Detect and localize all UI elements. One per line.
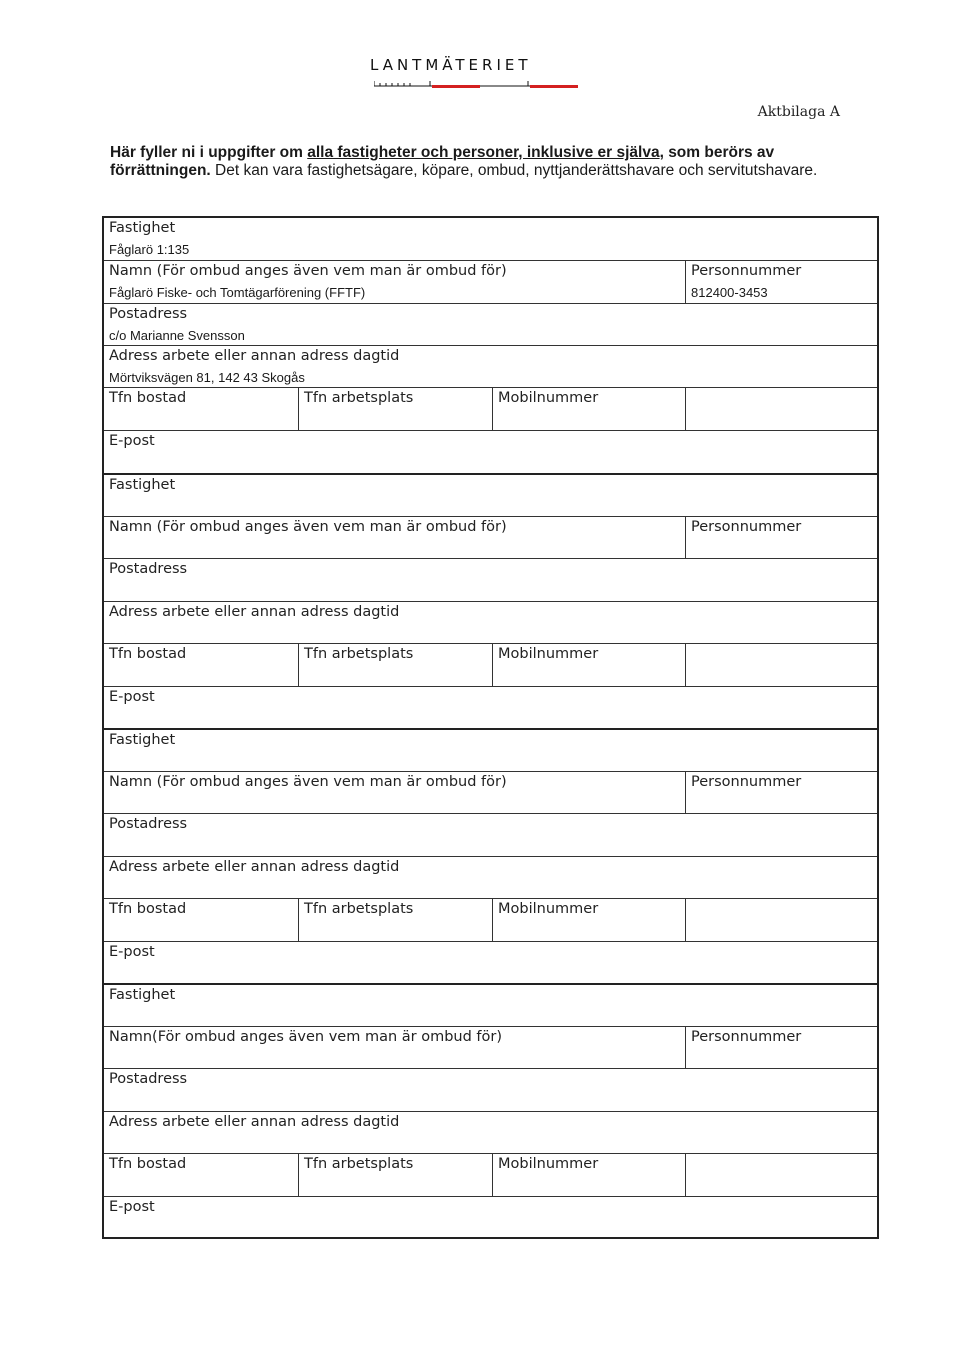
telefon-extra-field[interactable]: [685, 899, 877, 941]
adress-dagtid-row: [104, 601, 877, 643]
namn-field[interactable]: [104, 261, 685, 303]
fastighet-field[interactable]: [104, 475, 877, 516]
postadress-row: [104, 813, 877, 856]
tfn-arbetsplats-label: Tfn arbetsplats: [304, 390, 414, 406]
personnummer-label: Personnummer: [691, 1029, 802, 1045]
fastighet-label: Fastighet: [109, 220, 176, 236]
postadress-value: c/o Marianne Svensson: [109, 328, 245, 343]
logo-text: LANTMÄTERIET: [370, 56, 532, 74]
namn-row: [104, 260, 877, 303]
epost-label: E-post: [109, 944, 155, 960]
fastighet-value: Fåglarö 1:135: [109, 242, 190, 257]
personnummer-field[interactable]: [685, 1027, 877, 1068]
fastighet-row: [104, 473, 877, 516]
mobilnummer-label: Mobilnummer: [498, 646, 599, 662]
epost-field[interactable]: [104, 687, 877, 728]
logo-ruler-bar: [374, 80, 578, 88]
intro-bold-suffix: , som berörs av förrättningen.: [110, 144, 775, 179]
adress-dagtid-field[interactable]: [104, 602, 877, 643]
fastighet-field[interactable]: [104, 218, 877, 260]
tfn-arbetsplats-field[interactable]: [298, 644, 492, 686]
fastighet-field[interactable]: [104, 730, 877, 771]
mobilnummer-label: Mobilnummer: [498, 901, 599, 917]
adress-dagtid-value: Mörtviksvägen 81, 142 43 Skogås: [109, 370, 305, 385]
postadress-row: [104, 558, 877, 601]
postadress-label: Postadress: [109, 306, 188, 322]
adress-dagtid-field[interactable]: [104, 346, 877, 387]
postadress-field[interactable]: [104, 814, 877, 856]
personnummer-label: Personnummer: [691, 263, 802, 279]
epost-field[interactable]: [104, 1197, 877, 1237]
postadress-field[interactable]: [104, 559, 877, 601]
tfn-arbetsplats-field[interactable]: [298, 388, 492, 430]
tfn-arbetsplats-label: Tfn arbetsplats: [304, 1156, 414, 1172]
personnummer-label: Personnummer: [691, 774, 802, 790]
intro-normal-text: Det kan vara fastighetsägare, köpare, ombud, nyttjanderättshavare och servitutshavare.: [210, 162, 818, 179]
personnummer-field[interactable]: [685, 261, 877, 303]
adress-dagtid-field[interactable]: [104, 1112, 877, 1153]
intro-paragraph: [110, 144, 840, 180]
tfn-arbetsplats-field[interactable]: [298, 899, 492, 941]
tfn-bostad-field[interactable]: [104, 388, 298, 430]
tfn-arbetsplats-label: Tfn arbetsplats: [304, 901, 414, 917]
postadress-label: Postadress: [109, 561, 188, 577]
namn-label: Namn (För ombud anges även vem man är ombud för): [109, 774, 507, 790]
property-person-form: [102, 216, 879, 1239]
adress-dagtid-row: [104, 345, 877, 387]
personnummer-label: Personnummer: [691, 519, 802, 535]
epost-field[interactable]: [104, 942, 877, 983]
attachment-label: Aktbilaga A: [757, 104, 840, 120]
namn-label: Namn(För ombud anges även vem man är ombud för): [109, 1029, 503, 1045]
intro-bold-underlined: alla fastigheter och personer, inklusive er själva: [307, 144, 660, 161]
personnummer-value: 812400-3453: [691, 285, 768, 300]
tfn-bostad-field[interactable]: [104, 1154, 298, 1196]
fastighet-row: [104, 983, 877, 1026]
epost-label: E-post: [109, 433, 155, 449]
epost-row: [104, 941, 877, 983]
lantmateriet-logo: [370, 56, 580, 96]
mobilnummer-label: Mobilnummer: [498, 1156, 599, 1172]
epost-row: [104, 1196, 877, 1237]
namn-field[interactable]: [104, 517, 685, 558]
mobilnummer-label: Mobilnummer: [498, 390, 599, 406]
personnummer-field[interactable]: [685, 772, 877, 813]
fastighet-row[interactable]: [104, 218, 877, 260]
epost-row: [104, 430, 877, 473]
namn-label: Namn (För ombud anges även vem man är ombud för): [109, 263, 507, 279]
namn-field[interactable]: [104, 1027, 685, 1068]
fastighet-row: [104, 728, 877, 771]
telefon-extra-field[interactable]: [685, 388, 877, 430]
namn-value: Fåglarö Fiske- och Tomtägarförening (FFTF): [109, 285, 366, 300]
mobilnummer-field[interactable]: [492, 899, 685, 941]
namn-row: [104, 516, 877, 558]
telefon-extra-field[interactable]: [685, 644, 877, 686]
mobilnummer-field[interactable]: [492, 644, 685, 686]
postadress-label: Postadress: [109, 816, 188, 832]
postadress-row: [104, 303, 877, 345]
adress-dagtid-row: [104, 856, 877, 898]
adress-dagtid-label: Adress arbete eller annan adress dagtid: [109, 348, 400, 364]
tfn-bostad-label: Tfn bostad: [109, 646, 187, 662]
adress-dagtid-label: Adress arbete eller annan adress dagtid: [109, 1114, 400, 1130]
namn-row: [104, 771, 877, 813]
postadress-label: Postadress: [109, 1071, 188, 1087]
tfn-arbetsplats-field[interactable]: [298, 1154, 492, 1196]
fastighet-label: Fastighet: [109, 987, 176, 1003]
telefon-row: [104, 643, 877, 686]
tfn-arbetsplats-label: Tfn arbetsplats: [304, 646, 414, 662]
namn-label: Namn (För ombud anges även vem man är ombud för): [109, 519, 507, 535]
telefon-row: [104, 898, 877, 941]
intro-bold-prefix: Här fyller ni i uppgifter om: [110, 144, 308, 161]
postadress-field[interactable]: [104, 1069, 877, 1111]
epost-field[interactable]: [104, 431, 877, 473]
tfn-bostad-field[interactable]: [104, 644, 298, 686]
mobilnummer-field[interactable]: [492, 1154, 685, 1196]
tfn-bostad-label: Tfn bostad: [109, 1156, 187, 1172]
namn-row: [104, 1026, 877, 1068]
namn-field[interactable]: [104, 772, 685, 813]
telefon-row: [104, 1153, 877, 1196]
epost-label: E-post: [109, 1199, 155, 1215]
tfn-bostad-label: Tfn bostad: [109, 901, 187, 917]
fastighet-label: Fastighet: [109, 732, 176, 748]
epost-row: [104, 686, 877, 728]
telefon-extra-field[interactable]: [685, 1154, 877, 1196]
tfn-bostad-field[interactable]: [104, 899, 298, 941]
postadress-row: [104, 1068, 877, 1111]
epost-label: E-post: [109, 689, 155, 705]
fastighet-label: Fastighet: [109, 477, 176, 493]
telefon-row: [104, 387, 877, 430]
adress-dagtid-label: Adress arbete eller annan adress dagtid: [109, 604, 400, 620]
tfn-bostad-label: Tfn bostad: [109, 390, 187, 406]
adress-dagtid-field[interactable]: [104, 857, 877, 898]
postadress-field[interactable]: [104, 304, 877, 345]
adress-dagtid-row: [104, 1111, 877, 1153]
fastighet-field[interactable]: [104, 985, 877, 1026]
mobilnummer-field[interactable]: [492, 388, 685, 430]
personnummer-field[interactable]: [685, 517, 877, 558]
adress-dagtid-label: Adress arbete eller annan adress dagtid: [109, 859, 400, 875]
